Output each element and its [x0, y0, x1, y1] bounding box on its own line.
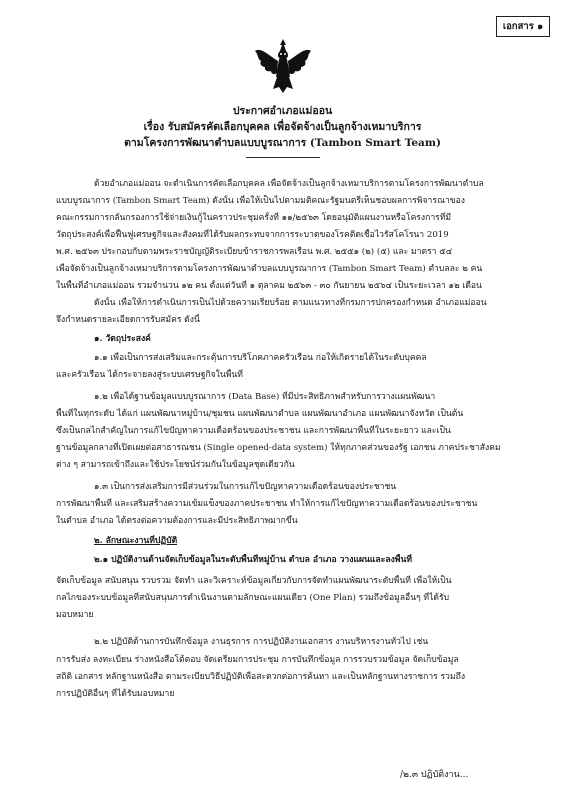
intro-line: คณะกรรมการกลั่นกรองการใช้จ่ายเงินกู้ในคราวประชุมครั้งที่ ๑๑/๒๕๖๓ โดยอนุมัติแผนงานหรือโครงการที่มี [56, 213, 452, 223]
intro-line: ในพื้นที่อำเภอแม่ออน รวมจำนวน ๑๒ คน ตั้งแต่วันที่ ๑ ตุลาคม ๒๕๖๓ - ๓๐ กันยายน ๒๕๖๔ เป็นระยะเวลา ๑๒ เดือน [56, 281, 482, 291]
duty-1-line: ๒.๑ ปฏิบัติงานด้านจัดเก็บข้อมูลในระดับพื้นที่หมู่บ้าน ตำบล อำเภอ วางแผนและลงพื้นที่ [94, 555, 412, 565]
duty-2-line: การรับส่ง ลงทะเบียน ร่างหนังสือโต้ตอบ จัดเตรียมการประชุม การบันทึกข้อมูล การรวบรวมข้อมูล จัดเก็บข้อมูล [56, 655, 459, 665]
objective-2-line: ๑.๒ เพื่อได้ฐานข้อมูลแบบบูรณาการ (Data Base) ที่มีประสิทธิภาพสำหรับการวางแผนพัฒนา [94, 392, 436, 402]
garuda-emblem-icon [253, 37, 313, 95]
intro2-line: จึงกำหนดรายละเอียดการรับสมัคร ดังนี้ [56, 315, 200, 325]
intro-line: ด้วยอำเภอแม่ออน จะดำเนินการคัดเลือกบุคคล เพื่อจัดจ้างเป็นลูกจ้างเหมาบริการตามโครงการพัฒนาตำบล [94, 179, 484, 189]
objective-3-line: ในตำบล อำเภอ ได้ตรงต่อความต้องการและมีประสิทธิภาพมากขึ้น [56, 516, 298, 526]
objective-3-line: ๑.๓ เป็นการส่งเสริมการมีส่วนร่วมในการแก้ไขปัญหาความเดือดร้อนของประชาชน [94, 482, 397, 492]
objective-2-line: ฐานข้อมูลกลางที่เปิดเผยต่อสาธารณชน (Single opened-data system) ให้ทุกภาคส่วนของรัฐ เอกชน ภาคประชาสังคม [56, 443, 501, 453]
duty-2-line: สถิติ เอกสาร หลักฐานหนังสือ ตามระเบียบวิธีปฏิบัติเพื่อสะดวกต่อการค้นหา และเป็นหลักฐานทางราชการ รวมถึง [56, 672, 466, 682]
section-heading-duties: ๒. ลักษณะงานที่ปฏิบัติ [94, 536, 178, 546]
intro-line: วัตถุประสงค์เพื่อฟื้นฟูเศรษฐกิจและสังคมที่ได้รับผลกระทบจากการระบาดของโรคติดเชื้อไวรัสโคโรนา 2019 [56, 230, 449, 240]
intro-line: แบบบูรณาการ (Tambon Smart Team) ดังนั้น เพื่อให้เป็นไปตามมติคณะรัฐมนตรีเห็นชอบผลการพิจารณาของ [56, 196, 466, 206]
announcement-subject: เรื่อง รับสมัครคัดเลือกบุคคล เพื่อจัดจ้างเป็นลูกจ้างเหมาบริการ [143, 121, 422, 133]
announcement-project: ตามโครงการพัฒนาตำบลแบบบูรณาการ (Tambon Smart Team) [124, 137, 441, 149]
objective-2-line: พื้นที่ในทุกระดับ ได้แก่ แผนพัฒนาหมู่บ้าน/ชุมชน แผนพัฒนาตำบล แผนพัฒนาอำเภอ แผนพัฒนาจังหวัด เป็นต้น [56, 409, 464, 419]
intro2-line: ดังนั้น เพื่อให้การดำเนินการเป็นไปด้วยความเรียบร้อย ตามแนวทางที่กรมการปกครองกำหนด อำเภอแม่ออน [94, 298, 487, 308]
duty-1-line: กลไกของระบบข้อมูลที่สนับสนุนการดำเนินงานตามลักษณะแผนเดียว (One Plan) รวมถึงข้อมูลอื่นๆ ที่ได้รับ [56, 593, 450, 603]
objective-1-line: ๑.๑ เพื่อเป็นการส่งเสริมและกระตุ้นการบริโภคภาคครัวเรือน ก่อให้เกิดรายได้ในระดับบุคคล [94, 353, 427, 363]
title-divider [246, 157, 320, 158]
duty-1-line: มอบหมาย [56, 610, 94, 620]
objective-3-line: การพัฒนาพื้นที่ และเสริมสร้างความเข้มแข็งของภาคประชาชน ทำให้การแก้ไขปัญหาความเดือดร้อนของประชาชน [56, 499, 478, 509]
section-heading-objectives: ๑. วัตถุประสงค์ [94, 334, 151, 344]
intro-line: เพื่อจัดจ้างเป็นลูกจ้างเหมาบริการตามโครงการพัฒนาตำบลแบบบูรณาการ (Tambon Smart Team) ตำบลละ ๒ คน [56, 264, 483, 274]
duty-1-line: จัดเก็บข้อมูล สนับสนุน รวบรวม จัดทำ และวิเคราะห์ข้อมูลเกี่ยวกับการจัดทำแผนพัฒนาระดับพื้นที่ เพื่อให้เป็น [56, 576, 452, 586]
duty-2-line: ๒.๒ ปฏิบัติด้านการบันทึกข้อมูล งานธุรการ การปฏิบัติงานเอกสาร งานบริหารงานทั่วไป เช่น [94, 637, 429, 647]
document-label-box: เอกสาร ๑ [496, 16, 550, 37]
announcement-title: ประกาศอำเภอแม่ออน [232, 105, 333, 117]
objective-2-line: ต่าง ๆ สามารถเข้าถึงและใช้ประโยชน์ร่วมกันในข้อมูลชุดเดียวกัน [56, 460, 295, 470]
intro-line: พ.ศ. ๒๕๖๓ ประกอบกับตามพระราชบัญญัติระเบียบข้าราชการพลเรือน พ.ศ. ๒๕๕๑ (๒) (๕) และ มาตรา ๕๔ [56, 247, 453, 257]
objective-2-line: ซึ่งเป็นกลไกสำคัญในการแก้ไขปัญหาความเดือดร้อนของประชาชน และการพัฒนาพื้นที่ในระยะยาว และเป็น [56, 426, 451, 436]
continuation-marker: /๒.๓ ปฏิบัติงาน... [400, 770, 469, 780]
duty-2-line: การปฏิบัติอื่นๆ ที่ได้รับมอบหมาย [56, 689, 175, 699]
objective-1-line: และครัวเรือน ได้กระจายลงสู่ระบบเศรษฐกิจในพื้นที่ [56, 370, 243, 380]
